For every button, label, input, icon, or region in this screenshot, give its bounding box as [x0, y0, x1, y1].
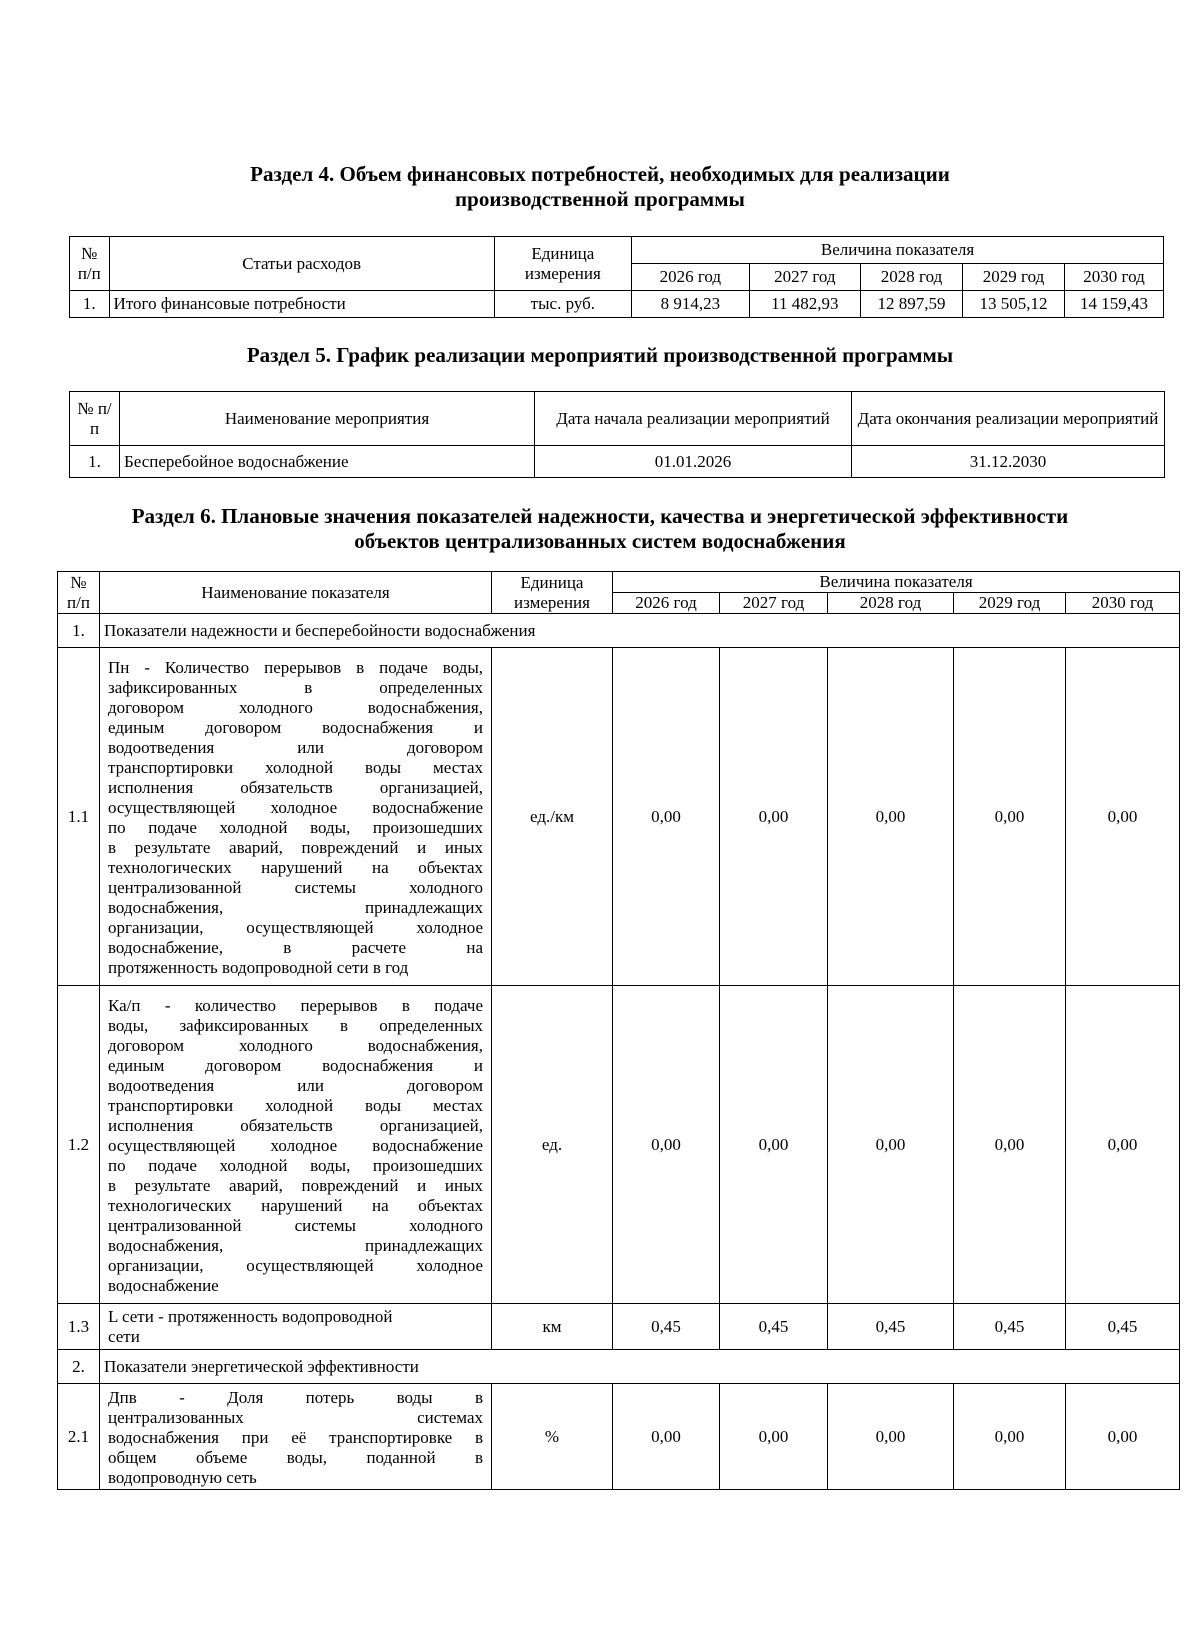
row-value: 0,00 [954, 1384, 1066, 1490]
table-row [58, 1384, 1180, 1490]
section5-title [0, 343, 1200, 368]
section4-title-line2: производственной программы [455, 187, 745, 211]
row-name-line: транспортировки холодной воды местах [108, 1095, 483, 1115]
row-value: 0,00 [1066, 648, 1180, 986]
row-name-line: протяженность водопроводной сети в год [108, 957, 409, 977]
row-name-line: транспортировки холодной воды местах [108, 757, 483, 777]
indicators-table [57, 571, 1180, 1490]
group-num: 1. [58, 614, 100, 648]
row-name-line: водоотведения или договором [108, 737, 483, 757]
header-indicator-name: Наименование показателя [100, 572, 492, 614]
table-row [70, 446, 1165, 478]
header-year: 2026 год [613, 593, 720, 614]
row-name-line: исполнения обязательств организацией, [108, 1115, 483, 1135]
row-end-date: 31.12.2030 [852, 446, 1165, 478]
group-row [58, 1350, 1180, 1384]
header-year: 2030 год [1065, 264, 1164, 291]
row-name-line: по подаче холодной воды, произошедших [108, 1155, 483, 1175]
group-name: Показатели надежности и бесперебойности водоснабжения [100, 614, 1180, 648]
header-year: 2028 год [828, 593, 954, 614]
section6-title [0, 504, 1200, 554]
row-name [100, 986, 492, 1304]
header-year: 2029 год [963, 264, 1065, 291]
row-start-date: 01.01.2026 [535, 446, 852, 478]
table-row [58, 986, 1180, 1304]
header-value: Величина показателя [613, 572, 1180, 593]
row-value: 0,00 [1066, 986, 1180, 1304]
row-value: 0,45 [613, 1304, 720, 1350]
row-unit: ед./км [492, 648, 613, 986]
row-name-line: централизованной системы холодного [108, 1215, 483, 1235]
row-name-line: водоснабжение, в расчете на [108, 937, 483, 957]
header-year: 2029 год [954, 593, 1066, 614]
section4-title [0, 162, 1200, 212]
row-value: 12 897,59 [861, 291, 963, 318]
table-row [58, 648, 1180, 986]
row-name-line: водоснабжения при её транспортировке в [108, 1427, 483, 1447]
row-value: 8 914,23 [632, 291, 750, 318]
row-name [100, 1304, 492, 1350]
row-name: Итого финансовые потребности [109, 291, 494, 318]
row-value: 0,00 [720, 648, 828, 986]
row-name-line: единым договором водоснабжения и [108, 1055, 483, 1075]
row-num: 1.1 [58, 648, 100, 986]
row-unit: тыс. руб. [494, 291, 631, 318]
header-event-name: Наименование мероприятия [120, 392, 535, 446]
row-num: 1.3 [58, 1304, 100, 1350]
header-year: 2027 год [749, 264, 860, 291]
row-name-line: L сети - протяженность водопроводной [108, 1306, 393, 1326]
row-name-line: в результате аварий, повреждений и иных [108, 1175, 483, 1195]
row-name-line: общем объеме воды, поданной в [108, 1447, 483, 1467]
row-unit: % [492, 1384, 613, 1490]
row-name-line: водоснабжения, принадлежащих [108, 1235, 483, 1255]
header-num: № п/п [58, 572, 100, 614]
row-name-line: договором холодного водоснабжения, [108, 697, 483, 717]
row-name-line: воды, зафиксированных в определенных [108, 1015, 483, 1035]
row-name-line: осуществляющей холодное водоснабжение [108, 1135, 483, 1155]
group-row [58, 614, 1180, 648]
header-value: Величина показателя [632, 237, 1164, 264]
row-value: 0,00 [828, 648, 954, 986]
row-name-line: договором холодного водоснабжения, [108, 1035, 483, 1055]
row-value: 11 482,93 [749, 291, 860, 318]
row-name-line: технологических нарушений на объектах [108, 1195, 483, 1215]
group-num: 2. [58, 1350, 100, 1384]
row-name-line: зафиксированных в определенных [108, 677, 483, 697]
section4-title-line1: Раздел 4. Объем финансовых потребностей, необходимых для реализации [250, 162, 950, 186]
row-value: 0,00 [828, 1384, 954, 1490]
row-name-line: сети [108, 1326, 140, 1346]
row-value: 0,00 [720, 986, 828, 1304]
row-value: 13 505,12 [963, 291, 1065, 318]
group-name: Показатели энергетической эффективности [100, 1350, 1180, 1384]
row-num: 1. [70, 446, 120, 478]
row-name-line: централизованных системах [108, 1407, 483, 1427]
row-value: 0,00 [954, 648, 1066, 986]
row-name-line: в результате аварий, повреждений и иных [108, 837, 483, 857]
row-name-line: водопроводную сеть [108, 1467, 257, 1487]
header-year: 2026 год [632, 264, 750, 291]
table-row [58, 1304, 1180, 1350]
header-year: 2030 год [1066, 593, 1180, 614]
header-expense-items: Статьи расходов [109, 237, 494, 291]
section5-title-text: Раздел 5. График реализации мероприятий производственной программы [246, 343, 954, 367]
header-year: 2028 год [861, 264, 963, 291]
row-name-line: водоснабжения, принадлежащих [108, 897, 483, 917]
section6-title-line1: Раздел 6. Плановые значения показателей надежности, качества и энергетической эффективности [131, 504, 1069, 528]
row-name-line: единым договором водоснабжения и [108, 717, 483, 737]
row-name [100, 648, 492, 986]
row-name-line: технологических нарушений на объектах [108, 857, 483, 877]
schedule-table [69, 391, 1165, 478]
row-num: 2.1 [58, 1384, 100, 1490]
header-unit: Единица измерения [494, 237, 631, 291]
row-name-line: организации, осуществляющей холодное [108, 1255, 483, 1275]
header-unit: Единица измерения [492, 572, 613, 614]
header-start-date: Дата начала реализации мероприятий [535, 392, 852, 446]
row-name [100, 1384, 492, 1490]
row-name-line: водоснабжение [108, 1275, 219, 1295]
row-unit: км [492, 1304, 613, 1350]
row-name-line: Дпв - Доля потерь воды в [108, 1387, 483, 1407]
header-num: № п/п [70, 392, 120, 446]
header-end-date: Дата окончания реализации мероприятий [852, 392, 1165, 446]
row-value: 0,00 [1066, 1384, 1180, 1490]
row-value: 0,00 [613, 986, 720, 1304]
row-value: 0,45 [954, 1304, 1066, 1350]
row-value: 0,45 [828, 1304, 954, 1350]
row-num: 1. [70, 291, 110, 318]
table-row [70, 291, 1164, 318]
row-num: 1.2 [58, 986, 100, 1304]
row-value: 0,45 [720, 1304, 828, 1350]
header-year: 2027 год [720, 593, 828, 614]
row-unit: ед. [492, 986, 613, 1304]
row-name-line: осуществляющей холодное водоснабжение [108, 797, 483, 817]
row-name-line: водоотведения или договором [108, 1075, 483, 1095]
row-name-line: Ка/п - количество перерывов в подаче [108, 995, 483, 1015]
row-name: Бесперебойное водоснабжение [120, 446, 535, 478]
header-num: № п/п [70, 237, 110, 291]
section6-title-line2: объектов централизованных систем водоснабжения [354, 529, 846, 553]
row-name-line: организации, осуществляющей холодное [108, 917, 483, 937]
row-name-line: централизованной системы холодного [108, 877, 483, 897]
row-value: 0,00 [828, 986, 954, 1304]
row-value: 0,00 [720, 1384, 828, 1490]
row-value: 0,45 [1066, 1304, 1180, 1350]
row-value: 0,00 [613, 1384, 720, 1490]
row-name-line: по подаче холодной воды, произошедших [108, 817, 483, 837]
row-value: 0,00 [954, 986, 1066, 1304]
row-name-line: исполнения обязательств организацией, [108, 777, 483, 797]
row-value: 0,00 [613, 648, 720, 986]
row-name-line: Пн - Количество перерывов в подаче воды, [108, 657, 483, 677]
financial-needs-table [69, 236, 1164, 318]
row-value: 14 159,43 [1065, 291, 1164, 318]
